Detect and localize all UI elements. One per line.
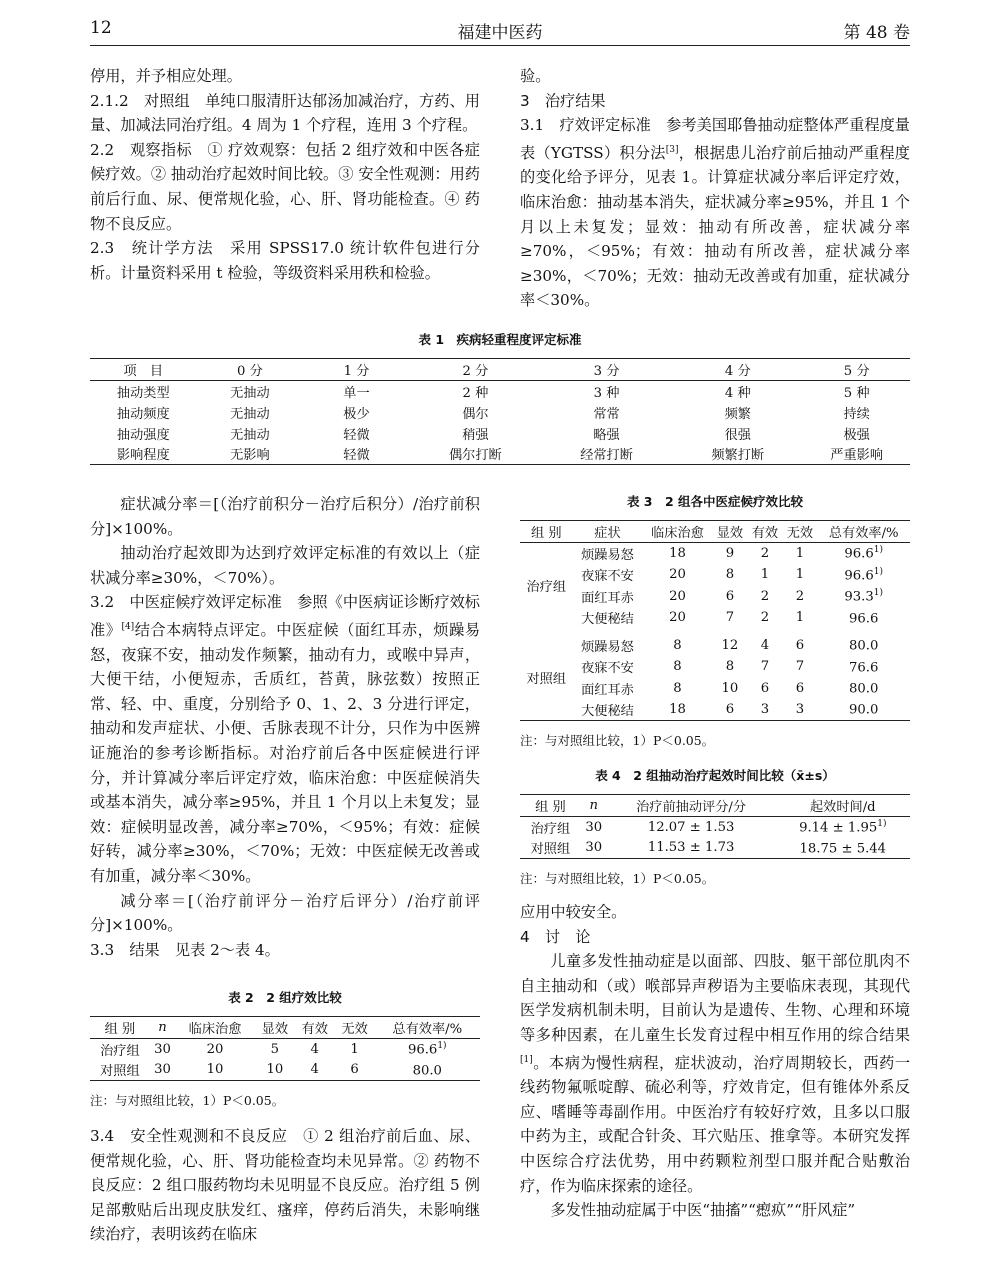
table3-value: 18	[669, 702, 686, 717]
table3-value: 18	[669, 546, 686, 561]
table3-cell	[747, 635, 782, 657]
table3-cell	[747, 699, 782, 721]
table4-value: 11.53 ± 1.73	[647, 840, 735, 856]
table3-value: 10	[721, 680, 739, 696]
table2-cell	[90, 1039, 150, 1060]
table3-value: 6	[795, 637, 805, 653]
table3-cell	[782, 699, 817, 721]
table1-cell: 持续	[843, 406, 870, 422]
table1-cell: 略强	[593, 427, 620, 443]
table3-cell	[782, 678, 817, 700]
table3-note: 注：与对照组比较，1）P＜0.05。	[520, 733, 715, 748]
table4-value: 12.07 ± 1.53	[647, 819, 735, 835]
table3-value: 8	[673, 637, 682, 653]
table1-cell: 偶尔	[462, 406, 489, 422]
table3-cell	[817, 678, 910, 700]
discussion-paragraph	[520, 949, 910, 1198]
table1-cell: 轻微	[343, 427, 370, 443]
table1-cell: 无影响	[230, 448, 270, 464]
table3-cell	[712, 543, 747, 565]
table2-header-cell: 无效	[341, 1022, 368, 1037]
section-3-1-text-cont: ，根据患儿治疗前后抽动严重程度的变化给予评分，见表 1。计算症状减分率后评定疗效，临床治愈：抽动基本消失，症状减分率≥95%，并且 1 个月以上未复发；显效：抽动有所改善，症状减分率≥70%，＜95%；有效：抽动有所改善，症状减分率≥30%，＜70%；无效：抽动无改善或有加重，症状减分率＜30%。	[520, 143, 910, 310]
table1-header-cell: 0 分	[237, 364, 263, 379]
section-3-2-text-cont: 结合本病特点评定。中医症候（面红耳赤，烦躁易怒，夜寐不安，抽动发作频繁，抽动有力，或喉中异声，大便干结，小便短赤，舌质红，苔黄，脉弦数）按照正常、轻、中、重度，分别给予 0、1、2、3 分进行评定，抽动和发声症状、小便、舌脉表现不计分，只作为中医辨证施治的参考诊断指标。对治疗前后各中医症候进行评分，并计算减分率后评定疗效，临床治愈：中医症候消失或基本消失，减分率≥95%，并且 1 个月以上未复发；显效：症候明显改善，减分率≥70%，＜95%；有效：症候好转，减分率≥30%，＜70%；无效：中医症候无改善或有加重，减分率＜30%。	[90, 621, 480, 885]
table3-cell	[817, 699, 910, 721]
table3-value: 1	[795, 610, 805, 626]
table3-cell	[782, 635, 817, 657]
significance-mark: 1)	[873, 588, 884, 599]
table2-block	[90, 988, 480, 1109]
table3-cell	[712, 699, 747, 721]
left-column-middle	[90, 492, 480, 962]
table2-cell	[255, 1060, 295, 1081]
table4-cell	[776, 817, 910, 838]
table1-block	[90, 330, 910, 465]
table4-header-cell: 起效时间/d	[809, 800, 876, 815]
table1-caption: 表 1 疾病轻重程度评定标准	[418, 332, 582, 347]
table3-cell	[712, 607, 747, 629]
table3-cell	[747, 607, 782, 629]
table2-cell	[255, 1039, 295, 1060]
table2-header-cell: 临床治愈	[188, 1022, 242, 1037]
table2-cell	[175, 1039, 255, 1060]
section-3-1-text: 3.1 疗效评定标准 参考美国耶鲁抽动症整体严重程度量表（YGTSS）积分法	[520, 116, 910, 162]
discussion-paragraph: 多发性抽动症属于中医“抽搐”“瘛疭”“肝风症”	[550, 1201, 856, 1220]
table3-cell	[572, 635, 642, 657]
table3-cell	[642, 607, 712, 629]
right-column-top	[520, 64, 910, 313]
table2-cell	[90, 1060, 150, 1081]
table3-cell	[747, 656, 782, 678]
table3-cell	[712, 656, 747, 678]
section-3-2	[90, 590, 480, 888]
table3-cell	[817, 635, 910, 657]
table3-value: 80.0	[849, 638, 879, 654]
table3-header-cell: 临床治愈	[651, 526, 704, 541]
table1-header-cell: 5 分	[843, 364, 870, 379]
right-column-bottom	[520, 900, 910, 1223]
table3-cell	[712, 678, 747, 700]
table3-cell	[782, 586, 817, 608]
table3-value: 2	[760, 610, 770, 626]
table3-row	[520, 564, 910, 586]
table1-cell: 极少	[343, 406, 370, 422]
table1-row	[90, 402, 910, 423]
table3-header-cell: 症状	[594, 526, 621, 541]
table2-value: 治疗组	[100, 1043, 140, 1059]
table3-cell	[712, 586, 747, 608]
table4-value: 对照组	[530, 842, 571, 858]
table1-cell: 频繁	[724, 406, 751, 422]
table3-cell	[712, 564, 747, 586]
table1-header-cell: 3 分	[593, 364, 620, 379]
section-2-3: 2.3 统计学方法 采用 SPSS17.0 统计软件包进行分析。计量资料采用 t 检验，等级资料采用秩和检验。	[90, 239, 480, 282]
table2-cell	[150, 1060, 175, 1081]
table3-cell	[642, 678, 712, 700]
table1-cell: 无抽动	[230, 385, 270, 401]
table1-cell: 经常打断	[580, 448, 633, 464]
table3-value: 8	[725, 567, 735, 583]
table3-row	[520, 543, 910, 565]
table3-value: 1	[795, 567, 805, 583]
table3-value: 大便秘结	[581, 612, 634, 628]
table3-value: 夜寐不安	[581, 661, 634, 677]
table4-value: 9.14 ± 1.95	[799, 820, 878, 836]
table1-cell: 无抽动	[230, 406, 270, 422]
table1-cell: 偶尔打断	[449, 448, 502, 464]
table3-row	[520, 635, 910, 657]
table2-cell	[375, 1060, 480, 1081]
paragraph: 验。	[520, 67, 551, 85]
table3-cell	[712, 635, 747, 657]
table3-value: 12	[721, 637, 739, 653]
table4-cell	[581, 838, 607, 859]
paragraph: 应用中较安全。	[520, 903, 627, 921]
table3-value: 96.6	[844, 546, 874, 562]
table1-header-cell: 1 分	[343, 364, 370, 379]
table4-cell	[520, 838, 581, 859]
table3-cell	[572, 678, 642, 700]
table3-value: 7	[795, 659, 805, 675]
table3-value: 8	[673, 659, 682, 675]
table3-cell	[817, 543, 910, 565]
paragraph: 抽动治疗起效即为达到疗效评定标准的有效以上（症状减分率≥30%，＜70%）。	[90, 544, 480, 587]
table3-value: 2	[760, 588, 770, 604]
table4-note: 注：与对照组比较，1）P＜0.05。	[520, 871, 715, 886]
table2-value: 80.0	[412, 1062, 442, 1078]
table2-header-cell: n	[158, 1020, 167, 1035]
table3-cell	[572, 586, 642, 608]
table3-cell	[642, 635, 712, 657]
significance-mark: 1)	[873, 566, 884, 577]
table3-value: 夜寐不安	[581, 569, 634, 585]
table2-cell	[150, 1039, 175, 1060]
table2-cell	[375, 1039, 480, 1060]
table3-value: 3	[795, 702, 805, 717]
page-number: 12	[90, 18, 112, 38]
table1-cell: 4 种	[724, 385, 751, 401]
table4-value: 30	[585, 840, 603, 856]
table3-cell	[782, 607, 817, 629]
table2-value: 10	[266, 1062, 284, 1078]
table3-row	[520, 607, 910, 629]
table3-value: 8	[673, 680, 682, 696]
table3-cell	[642, 564, 712, 586]
table3-cell	[782, 564, 817, 586]
table2-row	[90, 1039, 480, 1060]
journal-title: 福建中医药	[457, 23, 543, 43]
table4-value: 治疗组	[530, 821, 571, 837]
table1-cell: 3 种	[593, 385, 620, 401]
table4-cell	[607, 817, 776, 838]
table1-row	[90, 423, 910, 444]
section-4-heading: 4 讨 论	[520, 927, 591, 946]
table3-cell	[572, 564, 642, 586]
table3-value: 面红耳赤	[581, 682, 634, 698]
table2-header-cell: 组 别	[104, 1022, 136, 1037]
table2-value: 1	[350, 1041, 359, 1057]
table3-row	[520, 699, 910, 721]
table2-value: 20	[206, 1041, 224, 1057]
table1	[90, 358, 910, 465]
table3-value: 2	[760, 546, 770, 561]
volume-label: 第 48 卷	[843, 23, 910, 43]
table2-value: 96.6	[407, 1042, 438, 1058]
table3-value: 7	[725, 610, 735, 626]
table3-value: 3	[760, 702, 770, 717]
table3-cell	[817, 607, 910, 629]
table3-block	[520, 492, 910, 749]
table2-value: 5	[270, 1041, 280, 1057]
table3-cell	[642, 543, 712, 565]
table3-value: 1	[760, 567, 770, 583]
section-3-1	[520, 113, 910, 313]
table3-value: 面红耳赤	[581, 590, 634, 606]
significance-mark: 1)	[873, 545, 884, 556]
table3-header-cell: 无效	[786, 526, 814, 541]
table1-cell: 严重影响	[830, 448, 884, 464]
table3-value: 2	[795, 588, 805, 604]
section-2-2: 2.2 观察指标 ① 疗效观察：包括 2 组疗效和中医各症候疗效。② 抽动治疗起效时间比较。③ 安全性观测：用药前后行血、尿、便常规化验，心、肝、肾功能检查。④ 药物不良反应。	[90, 140, 480, 233]
table2-value: 4	[310, 1062, 319, 1078]
table2-cell	[335, 1039, 375, 1060]
table2-value: 对照组	[100, 1064, 140, 1080]
table4-row	[520, 838, 910, 859]
table2-value: 30	[154, 1062, 171, 1078]
section-2-1-2: 2.1.2 对照组 单纯口服清肝达郁汤加减治疗，方药、用量、加减法同治疗组。4 周为 1 个疗程，连用 3 个疗程。	[90, 91, 480, 135]
table1-cell: 频繁打断	[711, 448, 765, 464]
table1-cell: 抽动类型	[116, 385, 170, 401]
left-column-bottom	[90, 1124, 480, 1247]
table3-caption: 表 3 2 组各中医症候疗效比较	[626, 494, 804, 509]
significance-mark: 1)	[437, 1041, 447, 1052]
table4-header-cell: 组 别	[535, 800, 566, 815]
section-3-3: 3.3 结果 见表 2～表 4。	[90, 940, 280, 959]
table3-header-cell: 总有效率/%	[828, 526, 899, 541]
table4-value: 30	[585, 819, 603, 835]
table4-cell	[607, 838, 776, 859]
table1-header-cell: 2 分	[462, 364, 489, 379]
table2-caption: 表 2 2 组疗效比较	[228, 990, 342, 1005]
table1-header-cell: 项 目	[123, 364, 164, 379]
paragraph: 停用，并予相应处理。	[90, 67, 242, 85]
table2-value: 30	[154, 1041, 171, 1057]
table1-cell: 抽动强度	[116, 427, 170, 443]
table3-value: 76.6	[849, 659, 879, 675]
table4-header-cell: 治疗前抽动评分/分	[636, 800, 747, 815]
table4-cell	[520, 817, 581, 838]
table3-row	[520, 656, 910, 678]
table3-value: 大便秘结	[581, 704, 634, 719]
table3-group-name: 治疗组	[526, 580, 567, 596]
table3-cell	[572, 656, 642, 678]
table4-block	[520, 766, 910, 887]
table1-cell: 单一	[343, 385, 370, 401]
table3-cell	[817, 564, 910, 586]
table3-cell	[817, 586, 910, 608]
table2-cell	[295, 1039, 335, 1060]
table3-value: 1	[795, 546, 805, 561]
table2-header-cell: 显效	[261, 1022, 289, 1037]
table2	[90, 1016, 480, 1081]
table4	[520, 794, 910, 859]
table3-value: 7	[760, 659, 770, 675]
table1-cell: 2 种	[462, 385, 489, 401]
table2-header-cell: 总有效率/%	[392, 1022, 463, 1037]
table3-value: 烦躁易怒	[581, 548, 634, 563]
table3-value: 96.6	[844, 567, 874, 583]
citation: [4]	[121, 621, 135, 632]
table2-value: 4	[310, 1041, 319, 1057]
table2-value: 10	[206, 1062, 224, 1078]
section-3-2-text: 3.2 中医症候疗效评定标准 参照《中医病证诊断疗效标准》	[90, 593, 480, 640]
table4-caption: 表 4 2 组抽动治疗起效时间比较（x̄±s）	[595, 768, 835, 783]
significance-mark: 1)	[877, 819, 887, 830]
formula-paragraph: 症状减分率＝[（治疗前积分－治疗后积分）/治疗前积分]×100%。	[90, 495, 480, 538]
citation: [3]	[665, 144, 679, 155]
table1-header-row	[90, 359, 910, 381]
table3-value: 6	[725, 588, 735, 604]
table3-cell	[782, 656, 817, 678]
table1-header-cell: 4 分	[724, 364, 751, 379]
table3-value: 80.0	[849, 681, 879, 697]
discussion-text-cont: 。本病为慢性病程，症状波动，治疗周期较长，西药一线药物氟哌啶醇、硫必利等，疗效肯定，但有锥体外系反应、嗜睡等毒副作用。中医治疗有较好疗效，且多以口服中药为主，或配合针灸、耳穴贴压、推拿等。本研究发挥中医综合疗法优势，用中药颗粒剂型口服并配合贴敷治疗，作为临床探索的途径。	[520, 1053, 910, 1195]
table1-cell: 稍强	[462, 427, 489, 443]
table3-cell	[782, 543, 817, 565]
table3-cell	[747, 543, 782, 565]
table1-row	[90, 444, 910, 465]
table3-header-cell: 组 别	[530, 526, 562, 541]
table3-cell	[572, 543, 642, 565]
table3-value: 6	[725, 702, 735, 717]
table2-value: 6	[350, 1062, 359, 1078]
citation: [1]	[520, 1054, 533, 1065]
table2-cell	[295, 1060, 335, 1081]
page-header	[90, 16, 910, 46]
table3-value: 20	[669, 588, 686, 604]
table3-header-cell: 显效	[716, 526, 744, 541]
table1-cell: 极强	[843, 427, 870, 443]
discussion-text: 儿童多发性抽动症是以面部、四肢、躯干部位肌肉不自主抽动和（或）喉部异声秽语为主要临床表现，其现代医学发病机制未明，目前认为是遗传、生物、心理和环境等多种因素，在儿童生长发育过程中相互作用的综合结果	[520, 952, 910, 1044]
table3-value: 96.6	[849, 610, 879, 626]
table3-value: 6	[795, 680, 805, 696]
table2-cell	[335, 1060, 375, 1081]
table3-cell	[572, 607, 642, 629]
table2-cell	[175, 1060, 255, 1081]
table3-value: 9	[725, 546, 735, 561]
table3-value: 90.0	[849, 702, 879, 718]
table3-value: 4	[760, 637, 770, 653]
table3-header-cell: 有效	[751, 526, 779, 541]
formula-paragraph: 减分率＝[（治疗前评分－治疗后评分）/治疗前评分]×100%。	[90, 891, 480, 935]
table3-cell	[642, 656, 712, 678]
table2-header-cell: 有效	[301, 1022, 328, 1037]
table1-cell: 影响程度	[116, 448, 170, 464]
table2-row	[90, 1060, 480, 1081]
table4-cell	[581, 817, 607, 838]
table4-cell	[776, 838, 910, 859]
table3-cell	[747, 586, 782, 608]
table4-value: 18.75 ± 5.44	[799, 840, 887, 856]
table3-cell	[747, 678, 782, 700]
table3-cell	[747, 564, 782, 586]
table3-row	[520, 586, 910, 608]
table1-cell: 无抽动	[230, 427, 270, 443]
table1-cell: 很强	[724, 427, 751, 443]
section-3-4: 3.4 安全性观测和不良反应 ① 2 组治疗前后血、尿、便常规化验，心、肝、肾功能检查均未见异常。② 药物不良反应：2 组口服药物均未见明显不良反应。治疗组 5 例足部敷贴后出现皮肤发红、瘙痒，停药后消失，未影响继续治疗，表明该药在临床	[90, 1127, 480, 1244]
table1-cell: 5 种	[843, 385, 870, 401]
table3-cell	[642, 699, 712, 721]
table3-value: 20	[669, 567, 686, 583]
table3-cell	[642, 586, 712, 608]
table3-value: 8	[725, 659, 735, 675]
table4-row	[520, 817, 910, 838]
table3	[520, 520, 910, 721]
table3-cell	[817, 656, 910, 678]
left-column-top	[90, 64, 480, 285]
table2-note: 注：与对照组比较，1）P＜0.05。	[90, 1093, 285, 1108]
table3-row	[520, 678, 910, 700]
table3-value: 20	[669, 610, 686, 626]
table3-value: 93.3	[844, 589, 874, 605]
table1-cell: 轻微	[343, 448, 370, 464]
table1-cell: 常常	[593, 406, 620, 422]
table4-header-cell: n	[589, 798, 598, 813]
table1-cell: 抽动频度	[116, 406, 170, 422]
table3-cell	[572, 699, 642, 721]
table3-group-name: 对照组	[526, 671, 567, 687]
table3-value: 烦躁易怒	[581, 639, 634, 655]
table1-row	[90, 381, 910, 402]
table3-value: 6	[760, 680, 770, 696]
section-3-heading: 3 治疗结果	[520, 91, 606, 110]
